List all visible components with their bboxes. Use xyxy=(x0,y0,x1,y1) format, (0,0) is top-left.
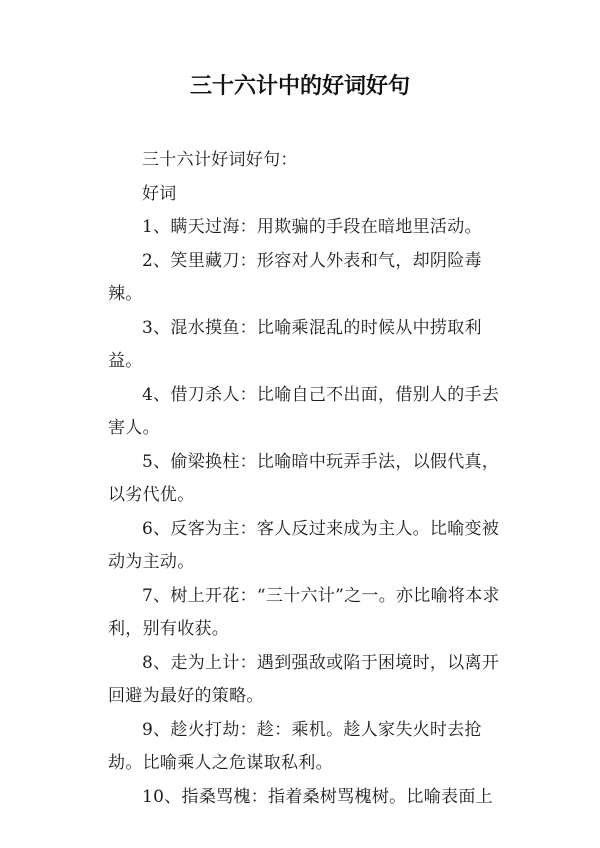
entry-paragraph: 2、笑里藏刀：形容对人外表和气，却阴险毒辣。 xyxy=(108,250,482,304)
entry-paragraph: 7、树上开花：“三十六计”之一。亦比喻将本求利，别有收获。 xyxy=(108,585,500,639)
intro-line: 三十六计好词好句： xyxy=(142,150,298,170)
entry-paragraph: 3、混水摸鱼：比喻乘混乱的时候从中捞取利益。 xyxy=(108,317,482,371)
entry-paragraph: 8、走为上计：遇到强敌或陷于困境时，以离开回避为最好的策略。 xyxy=(108,652,500,706)
document-body xyxy=(108,144,500,814)
entry-paragraph: 1、瞒天过海：用欺骗的手段在暗地里活动。 xyxy=(142,217,482,237)
entry-paragraph: 9、趁火打劫：趁：乘机。趁人家失火时去抢劫。比喻乘人之危谋取私利。 xyxy=(108,719,482,773)
page-title: 三十六计中的好词好句 xyxy=(189,74,410,99)
entry-paragraph: 4、借刀杀人：比喻自己不出面，借别人的手去害人。 xyxy=(108,384,500,438)
entry-paragraph: 5、偷梁换柱：比喻暗中玩弄手法，以假代真，以劣代优。 xyxy=(108,451,500,505)
section-heading: 好词 xyxy=(142,183,177,204)
entry-paragraph: 10、指桑骂槐：指着桑树骂槐树。比喻表面上 xyxy=(142,786,493,807)
entry-paragraph: 6、反客为主：客人反过来成为主人。比喻变被动为主动。 xyxy=(108,518,500,572)
